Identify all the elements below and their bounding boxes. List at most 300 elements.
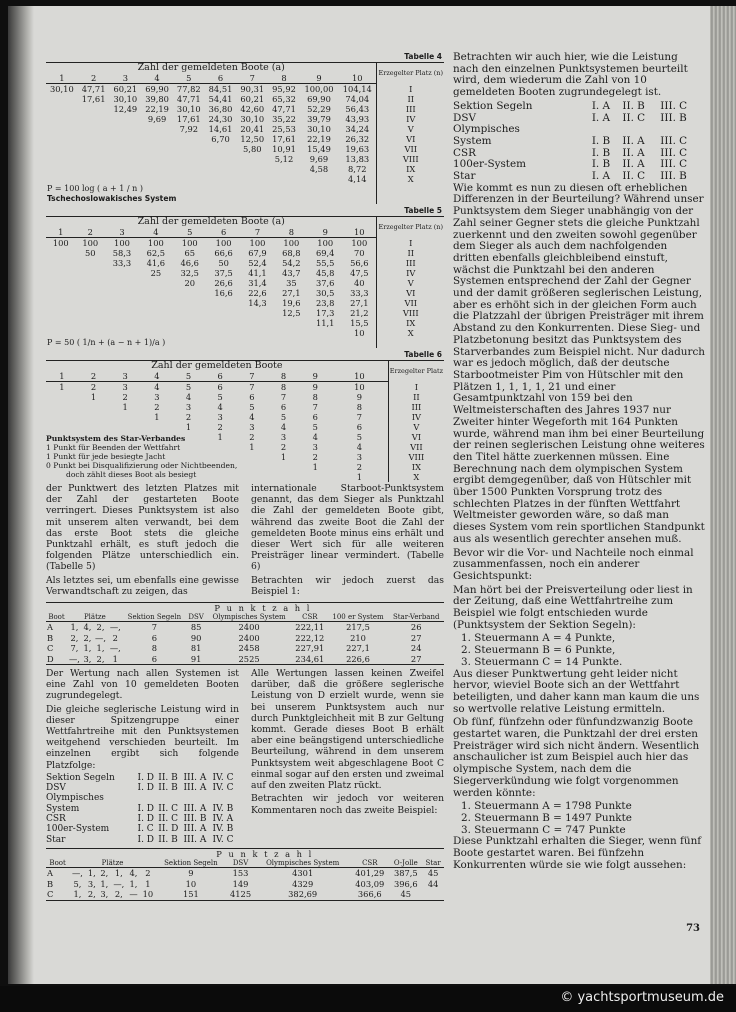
cell: 1, xyxy=(70,622,79,633)
value-cell xyxy=(46,392,78,402)
column-header: 3 xyxy=(109,371,141,382)
value-cell: 43,93 xyxy=(345,114,370,124)
system-label: Star xyxy=(453,170,476,183)
system-label: Sektion Segeln xyxy=(453,99,533,112)
value-cell: 10 xyxy=(354,382,365,392)
value-cell xyxy=(109,154,141,164)
value-cell xyxy=(46,94,78,104)
column-header: Star xyxy=(422,859,444,868)
value-cell xyxy=(46,278,76,288)
cell: 149 xyxy=(232,878,249,889)
column-header: 5 xyxy=(173,73,205,84)
table-row xyxy=(46,879,444,889)
place-entry xyxy=(158,793,183,803)
value-cell: 15,5 xyxy=(350,318,369,328)
place-entry: III. B xyxy=(183,814,207,825)
value-cell xyxy=(139,328,173,338)
value-cell: 27,1 xyxy=(282,288,301,298)
value-cell: 70 xyxy=(354,248,365,258)
value-cell xyxy=(78,134,110,144)
value-cell: 54,2 xyxy=(282,258,301,268)
cell: 222,12 xyxy=(295,632,325,643)
cell: 1, xyxy=(114,868,123,879)
value-cell: 2 xyxy=(280,442,287,452)
table-row xyxy=(46,174,444,184)
value-cell: 31,4 xyxy=(248,278,267,288)
cell: 4, xyxy=(129,868,138,879)
value-cell: 67,9 xyxy=(248,248,267,258)
value-cell: 25,53 xyxy=(272,124,296,134)
place-entry: II. A xyxy=(622,146,645,159)
value-cell: 100 xyxy=(181,238,198,248)
value-cell: 69,4 xyxy=(315,248,335,258)
value-cell: 6 xyxy=(249,392,255,402)
table-row xyxy=(46,889,444,900)
value-cell: 4 xyxy=(280,422,287,432)
paragraph: Wie kommt es nun zu diesen oft erheblichen Differenzen in der Beurteilung? Während unser Punktsystem dem Sieger unabhängig von der Zahl seiner Gegner stets die gleiche Punktzahl zuerkennt und den zweiten sowohl gegenüber dem Sieger als auch dem nachfolgenden dritten ebenfalls gleichbleibend einstuft, wächst die Punktzahl bei den anderen Systemen entsprechend der Zahl der Gegner und der damit größeren seglerischen Leistung, aber es erhöht sich in der gleichen Form auch die Platzzahl der übrigen Preisträger mit ihrem Abstand zu den Konkurrenten. Diese Sieg- und Platzbetonung besitzt das Punktsystem des Starverbandes zum Beispiel nicht. Nur dadurch war es jedoch möglich, daß der deutsche Starbootmeister Pim von Hütschler mit den Plätzen 1, 1, 1, 1, 21 und einer Gesamtpunktzahl von 159 bei den Weltmeisterschaften des Jahres 1937 nur Zweiter hinter Wegeforth mit 164 Punkten wurde, während man ihm bei einer Beurteilung der reinen seglerischen Leistung ohne weiteres den Titel hätte zuerkennen müssen. Eine Berechnung nach dem olympischen System ergibt demgegenüber, daß von Hütschler mit über 1500 Punkten Vorsprung trotz des schlechten Platzes in der fünften Wettfahrt Weltmeister geworden wäre, so daß man dieses System vom rein sportlichen Standpunkt aus als wesentlich gerechter ansehen muß. xyxy=(453,181,705,545)
cell: 151 xyxy=(156,889,226,900)
value-cell xyxy=(241,308,275,318)
value-cell xyxy=(109,412,141,422)
cell: —, xyxy=(68,653,80,664)
cell: 4301 xyxy=(292,868,314,879)
value-cell: 25 xyxy=(150,268,162,278)
system-label: 100er-System xyxy=(453,158,526,171)
value-cell: 8 xyxy=(312,392,318,402)
page-number: 73 xyxy=(686,923,700,934)
place-entry: II. C xyxy=(158,814,178,825)
value-cell xyxy=(76,288,106,298)
table-row xyxy=(46,868,444,879)
value-cell: 1 xyxy=(90,392,97,402)
value-cell: 2 xyxy=(217,422,223,432)
value-cell xyxy=(268,174,300,184)
cell: 2, xyxy=(83,632,92,643)
system-label: System xyxy=(46,803,80,814)
results-title: P u n k t z a h l xyxy=(86,848,444,859)
value-cell xyxy=(109,114,141,124)
table-row xyxy=(46,114,444,124)
note-line: 0 Punkt bei Disqualifizierung oder Nichtbeenden, xyxy=(46,461,238,470)
value-cell xyxy=(109,134,141,144)
value-cell xyxy=(46,288,76,298)
article-body-left xyxy=(46,483,444,901)
value-cell xyxy=(236,164,268,174)
value-cell xyxy=(173,298,207,308)
table-row xyxy=(46,402,444,412)
table-row xyxy=(46,238,444,249)
table-row xyxy=(46,268,444,278)
value-cell: 5 xyxy=(217,392,223,402)
column-header: 1 xyxy=(46,371,78,382)
place-entry: IV. C xyxy=(212,834,234,845)
value-cell: 23,8 xyxy=(315,298,335,308)
cell: 382,69 xyxy=(255,889,350,900)
cell: C xyxy=(46,889,69,900)
column-header: 3 xyxy=(109,73,141,84)
value-cell: 11,1 xyxy=(315,318,335,328)
placing-row xyxy=(46,824,239,834)
value-cell xyxy=(78,412,110,422)
value-cell: 8 xyxy=(356,402,363,412)
results-title: P u n k t z a h l xyxy=(82,603,444,614)
column-header: Boot xyxy=(46,613,67,622)
value-cell: 62,5 xyxy=(146,248,166,258)
table-header: Zahl der gemeldeten Boote (a) xyxy=(46,63,377,74)
value-cell: 52,4 xyxy=(248,258,267,268)
value-cell: 2 xyxy=(90,382,97,392)
value-cell: 104,14 xyxy=(342,84,372,94)
place-cell: III xyxy=(388,402,444,412)
value-cell: 14,3 xyxy=(248,298,267,308)
value-cell: 2 xyxy=(249,432,255,442)
cell: 27 xyxy=(388,654,444,665)
cell: 4329 xyxy=(292,878,314,889)
value-cell: 30,10 xyxy=(240,114,265,124)
value-cell: 100 xyxy=(283,238,300,248)
system-label: CSR xyxy=(453,146,476,159)
table-row xyxy=(46,643,444,653)
value-cell: 4 xyxy=(154,382,160,392)
value-cell: 5,12 xyxy=(274,154,294,164)
value-cell xyxy=(46,298,76,308)
right-column xyxy=(453,52,705,874)
table-row xyxy=(46,382,444,393)
value-cell xyxy=(105,278,139,288)
cell: 2458 xyxy=(238,643,260,654)
value-cell xyxy=(236,154,268,164)
table-6-cols xyxy=(46,371,444,382)
list-2 xyxy=(453,801,705,836)
place-header: Erzegelter Platz (n) xyxy=(377,63,444,84)
paragraph: Betrachten wir auch hier, wie die Leistung nach den einzelnen Punktsystemen beurteilt wird, dem wiederum die Zahl von 10 gemeldeten Booten zugrundegelegt ist. xyxy=(453,51,688,99)
results-table-1 xyxy=(46,602,444,665)
value-cell: 30,10 xyxy=(49,84,74,94)
value-cell: 3 xyxy=(185,402,192,412)
place-entry: III. C xyxy=(660,99,688,112)
value-cell: 43,7 xyxy=(282,268,301,278)
system-label: System xyxy=(453,134,492,147)
note-line: doch zählt dieses Boot als besiegt xyxy=(66,470,197,479)
place-cell: IV xyxy=(388,412,444,422)
value-cell: 60,21 xyxy=(113,84,138,94)
column-header: 5 xyxy=(173,371,205,382)
value-cell xyxy=(46,248,76,258)
place-entry xyxy=(212,793,239,803)
value-cell xyxy=(141,144,173,154)
value-cell xyxy=(205,174,237,184)
value-cell xyxy=(207,328,241,338)
value-cell xyxy=(78,164,110,174)
value-cell: 69,90 xyxy=(145,84,169,94)
value-cell: 17,3 xyxy=(315,308,335,318)
value-cell xyxy=(105,308,139,318)
column-header: 2 xyxy=(78,73,110,84)
place-cell: IV xyxy=(377,114,444,124)
place-entry: III. A xyxy=(183,772,207,783)
value-cell: 7 xyxy=(280,392,287,402)
place-cell: X xyxy=(388,472,444,482)
value-cell: 37,5 xyxy=(214,268,233,278)
cell: 3, xyxy=(98,889,111,900)
place-entry: I. B xyxy=(591,146,611,159)
place-entry: III. C xyxy=(660,146,688,159)
column-header: 100 er System xyxy=(328,613,389,622)
place-entry: III. B xyxy=(660,170,687,183)
list-item: 1. Steuermann A = 1798 Punkte xyxy=(461,800,632,813)
cell: 227,91 xyxy=(295,643,325,654)
cell: 2, xyxy=(96,622,105,633)
cell: 45 xyxy=(427,868,439,879)
place-cell: VI xyxy=(377,134,444,144)
value-cell xyxy=(46,318,76,328)
value-cell: 6 xyxy=(217,382,223,392)
system-label: Sektion Segeln xyxy=(46,772,115,783)
value-cell: 9,69 xyxy=(309,154,329,164)
table-row xyxy=(46,412,444,422)
value-cell: 39,80 xyxy=(145,94,169,104)
value-cell: 6 xyxy=(356,422,363,432)
paragraph: Der Wertung nach allen Systemen ist eine Zahl von 10 gemeldeten Booten zugrundegelegt. xyxy=(46,668,239,702)
system-label: Star xyxy=(46,834,66,845)
value-cell: 30,10 xyxy=(176,104,201,114)
cell: 1, xyxy=(100,878,109,889)
place-cell: I xyxy=(388,382,444,393)
value-cell: 17,61 xyxy=(81,94,106,104)
value-cell xyxy=(78,174,110,184)
table-header: Zahl der gemeldeten Boote xyxy=(46,361,388,372)
place-cell: VI xyxy=(377,288,444,298)
cell: 8 xyxy=(151,643,158,654)
value-cell: 4 xyxy=(312,432,318,442)
place-entry: II. A xyxy=(622,134,645,147)
cell: 1, xyxy=(69,889,85,900)
value-cell: 9 xyxy=(356,392,363,402)
value-cell: 3 xyxy=(280,432,287,442)
value-cell: 100,00 xyxy=(304,84,334,94)
placing-row xyxy=(46,773,239,783)
value-cell xyxy=(105,328,139,338)
value-cell xyxy=(46,308,76,318)
value-cell: 30,5 xyxy=(315,288,335,298)
value-cell: 40 xyxy=(354,278,365,288)
value-cell: 13,83 xyxy=(345,154,370,164)
value-cell xyxy=(76,268,106,278)
value-cell: 12,5 xyxy=(282,308,301,318)
value-cell xyxy=(78,402,110,412)
place-entry: I. D xyxy=(137,783,155,794)
cell: 2400 xyxy=(238,622,260,633)
value-cell: 100 xyxy=(147,238,164,248)
value-cell xyxy=(300,174,338,184)
column-header: 7 xyxy=(236,371,268,382)
table-row xyxy=(46,248,444,258)
table-row xyxy=(46,278,444,288)
column-header: Star-Verband xyxy=(388,613,444,622)
table-row xyxy=(46,104,444,114)
column-header: 10 xyxy=(331,371,388,382)
value-cell: 58,3 xyxy=(112,248,132,258)
value-cell: 12,50 xyxy=(240,134,265,144)
value-cell xyxy=(46,174,78,184)
page-gutter xyxy=(8,6,34,984)
value-cell xyxy=(141,134,173,144)
cell: 227,1 xyxy=(346,643,370,654)
paragraph: Aus dieser Punktwertung geht leider nicht hervor, wieviel Boote sich an der Wettfahrt beteiligten, und daher kann man kaum die uns so wertvolle relative Leistung ermitteln. xyxy=(453,667,700,715)
cell: 4, xyxy=(83,622,92,633)
value-cell: 36,80 xyxy=(208,104,233,114)
note-line: Punktsystem des Star-Verbandes xyxy=(46,434,186,443)
value-cell: 8 xyxy=(280,382,287,392)
value-cell: 84,51 xyxy=(208,84,233,94)
cell: 1, xyxy=(96,643,105,654)
column-header: CSR xyxy=(350,859,389,868)
column-header: O-Jolle xyxy=(389,859,422,868)
place-cell: I xyxy=(377,84,444,95)
table-6-notes xyxy=(46,434,296,479)
table-4-body xyxy=(46,84,444,185)
table-row xyxy=(46,154,444,164)
value-cell xyxy=(141,164,173,174)
value-cell: 1 xyxy=(154,412,160,422)
paragraph: Ob fünf, fünfzehn oder fünfundzwanzig Boote gestartet waren, die Punktzahl der drei ersten Preisträger wird sich nicht ändern. Wesentlich anschaulicher ist zum Beispiel auch hier das olympische System, nach dem die Siegerverkündung wie folgt vorgenommen werden könnte: xyxy=(453,716,700,799)
table-6-label: Tabelle 6 xyxy=(404,350,442,359)
value-cell xyxy=(207,308,241,318)
value-cell: 7,92 xyxy=(179,124,199,134)
value-cell xyxy=(173,308,207,318)
place-entry: III. C xyxy=(660,158,688,171)
place-cell: IX xyxy=(377,318,444,328)
place-entry: II. A xyxy=(622,158,645,171)
column-header: 1 xyxy=(46,227,76,238)
cell: 7, xyxy=(70,643,79,654)
value-cell xyxy=(308,328,342,338)
results-table-2 xyxy=(46,848,444,901)
book-page xyxy=(8,6,710,984)
value-cell xyxy=(173,164,205,174)
place-cell: II xyxy=(377,248,444,258)
place-cell: X xyxy=(377,174,444,184)
table-header: Zahl der gemeldeten Boote (a) xyxy=(46,217,377,228)
place-entry: I. D xyxy=(137,834,155,845)
value-cell xyxy=(205,144,237,154)
value-cell: 10,91 xyxy=(272,144,296,154)
value-cell xyxy=(141,124,173,134)
placing-row xyxy=(453,136,705,148)
value-cell xyxy=(173,288,207,298)
value-cell: 47,71 xyxy=(81,84,106,94)
value-cell xyxy=(173,318,207,328)
list-item: 2. Steuermann B = 1497 Punkte xyxy=(461,812,632,824)
value-cell: 45,8 xyxy=(315,268,335,278)
placing-row xyxy=(46,814,239,824)
table-row xyxy=(46,144,444,154)
column-header: 8 xyxy=(274,227,308,238)
place-cell: V xyxy=(377,124,444,134)
paragraph: Bevor wir die Vor- und Nachteile noch einmal zusammenfassen, noch ein anderer Gesichtspunkt: xyxy=(453,546,694,582)
watermark: © yachtsportmuseum.de xyxy=(560,990,724,1005)
place-cell: IX xyxy=(388,462,444,472)
value-cell: 2 xyxy=(154,402,160,412)
system-label: Olympisches xyxy=(46,793,104,804)
value-cell xyxy=(274,318,308,328)
table-row xyxy=(46,654,444,665)
paragraph: Als letztes sei, um ebenfalls eine gewisse Verwandtschaft zu zeigen, das xyxy=(46,574,239,597)
value-cell: 5 xyxy=(280,412,287,422)
column-header: 5 xyxy=(173,227,207,238)
value-cell: 12,49 xyxy=(113,104,138,114)
value-cell: 5 xyxy=(185,382,192,392)
place-entry: II. C xyxy=(622,111,646,124)
value-cell xyxy=(46,134,78,144)
value-cell xyxy=(241,318,275,328)
value-cell xyxy=(173,144,205,154)
value-cell: 20 xyxy=(184,278,195,288)
results1-body xyxy=(46,622,444,665)
cell: 222,11 xyxy=(295,622,325,633)
place-cell: VI xyxy=(388,432,444,442)
value-cell: 50 xyxy=(84,248,96,258)
value-cell xyxy=(78,124,110,134)
cell: 10 xyxy=(185,878,197,889)
cell xyxy=(422,889,444,900)
column-header: 2 xyxy=(76,227,106,238)
column-header: 3 xyxy=(105,227,139,238)
place-entry: II. C xyxy=(622,170,646,183)
placing-left xyxy=(46,773,239,845)
value-cell: 37,6 xyxy=(315,278,335,288)
cell: 5, xyxy=(73,878,82,889)
placing-row xyxy=(453,101,705,113)
value-cell xyxy=(76,328,106,338)
value-cell: 30,10 xyxy=(307,124,331,134)
value-cell: 4,58 xyxy=(309,164,329,174)
value-cell xyxy=(46,164,78,174)
value-cell: 56,43 xyxy=(345,104,370,114)
value-cell: 3 xyxy=(217,412,223,422)
list-1 xyxy=(453,633,705,668)
paragraph: Die gleiche seglerische Leistung wird in dieser Spitzengruppe einer Wettfahrtreihe mit den Punktsystemen weitgehend verschieden beurteilt. Im einzelnen ergibt sich folgende Platzfolge: xyxy=(46,703,239,771)
column-header: 9 xyxy=(308,227,342,238)
cell: 1 xyxy=(108,654,123,665)
value-cell xyxy=(46,412,78,422)
system-label: DSV xyxy=(46,783,66,794)
value-cell: 2 xyxy=(122,392,128,402)
value-cell: 9 xyxy=(312,382,318,392)
cell: 210 xyxy=(350,632,366,643)
value-cell: 1 xyxy=(280,452,287,462)
value-cell: 100 xyxy=(52,238,69,248)
cell: 81 xyxy=(190,643,202,654)
system-label: Olympisches xyxy=(453,123,520,136)
value-cell xyxy=(105,288,139,298)
place-entry: I. B xyxy=(591,134,611,147)
table-5-body xyxy=(46,238,444,339)
cell: B xyxy=(47,878,54,889)
place-entry: I. D xyxy=(137,803,155,814)
value-cell: 26,32 xyxy=(345,134,370,144)
paragraph: Diese Punktzahl erhalten die Sieger, wenn fünf Boote gestartet waren. Bei fünfzehn Konkurrenten würde sie wie folgt aussehen: xyxy=(453,835,702,871)
column-header: Sektion Segeln xyxy=(123,613,186,622)
place-cell: III xyxy=(377,258,444,268)
value-cell: 74,04 xyxy=(345,94,370,104)
cell: 1, xyxy=(129,878,138,889)
cell: —, xyxy=(95,632,106,643)
cell: 3, xyxy=(83,653,92,664)
value-cell: 77,82 xyxy=(176,84,201,94)
column-header: 10 xyxy=(342,227,377,238)
value-cell xyxy=(141,154,173,164)
